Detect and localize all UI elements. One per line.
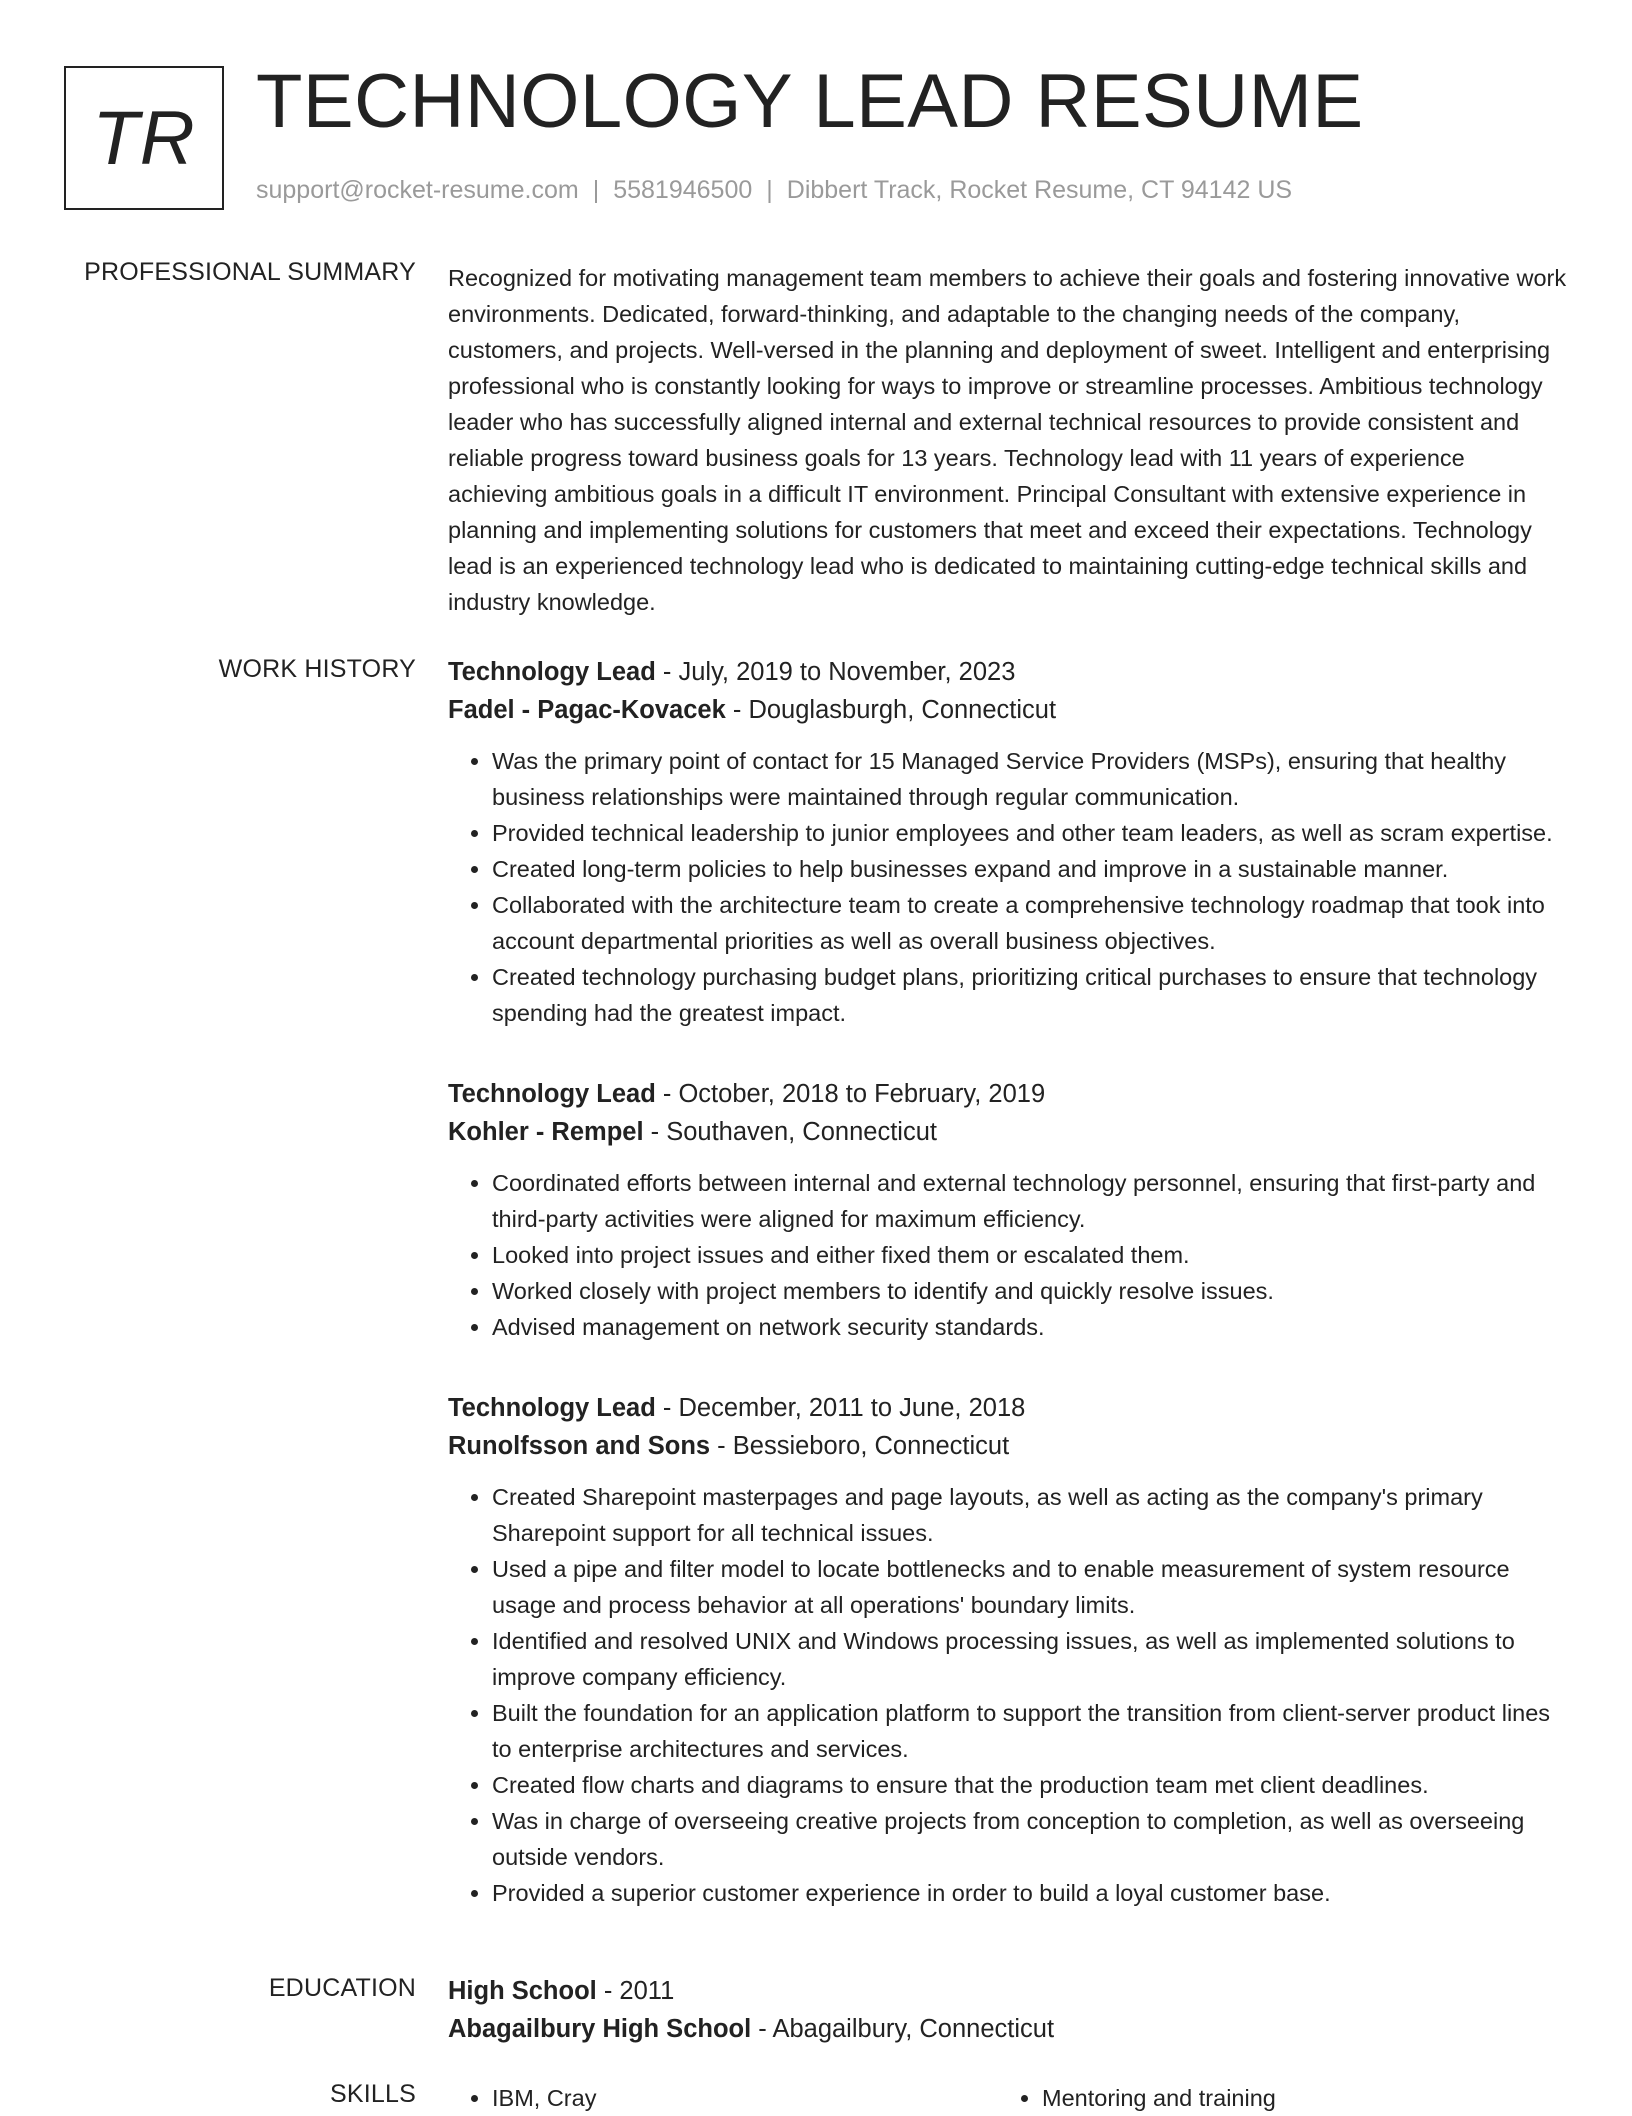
list-item: • Worked closely with project members to identify and quickly resolve issues. xyxy=(492,1273,1568,1309)
job-title: Technology Lead xyxy=(448,1080,656,1108)
contact-phone[interactable]: 5581946500 xyxy=(613,176,753,204)
contact-email[interactable]: support@rocket-resume.com xyxy=(256,176,579,204)
job-entry xyxy=(448,1389,1568,1911)
list-item: • Looked into project issues and either fixed them or escalated them. xyxy=(492,1237,1568,1273)
monogram-badge: TR xyxy=(64,66,224,210)
education-degree: High School xyxy=(448,1977,597,2005)
education-degree-line xyxy=(448,1972,1568,2010)
job-company: Fadel - Pagac-Kovacek xyxy=(448,696,726,724)
list-item: • Created long-term policies to help businesses expand and improve in a sustainable manner. xyxy=(492,851,1568,887)
list-item: • Used a pipe and filter model to locate bottlenecks and to enable measurement of system resource usage and process behavior at all operations' boundary limits. xyxy=(492,1551,1568,1623)
list-item: • Advised management on network security standards. xyxy=(492,1309,1568,1345)
job-company-line xyxy=(448,1113,1568,1151)
section-label-skills: SKILLS xyxy=(330,2080,416,2108)
job-bullets xyxy=(448,1165,1568,1345)
list-item: • Created technology purchasing budget plans, prioritizing critical purchases to ensure that technology spending had the greatest impact. xyxy=(492,959,1568,1031)
job-company: Runolfsson and Sons xyxy=(448,1432,711,1460)
job-dates: - July, 2019 to November, 2023 xyxy=(655,658,1016,686)
education-school: Abagailbury High School xyxy=(448,2015,752,2043)
list-item: • Created Sharepoint masterpages and page layouts, as well as acting as the company's primary Sharepoint support for all technical issues. xyxy=(492,1479,1568,1551)
skills-list-right xyxy=(998,2080,1548,2116)
section-label-work-history: WORK HISTORY xyxy=(218,655,416,683)
list-item: • Collaborated with the architecture team to create a comprehensive technology roadmap that took into account departmental priorities as well as overall business objectives. xyxy=(492,887,1568,959)
contact-line xyxy=(256,176,1292,205)
job-company-line xyxy=(448,1427,1568,1465)
skill-item: • IBM, Cray xyxy=(492,2080,998,2116)
job-entry xyxy=(448,653,1568,1031)
job-location: - Bessieboro, Connecticut xyxy=(710,1432,1010,1460)
skills-list-left xyxy=(448,2080,998,2116)
list-item: • Was the primary point of contact for 15 Managed Service Providers (MSPs), ensuring that healthy business relationships were maintained through regular communication. xyxy=(492,743,1568,815)
page-title: TECHNOLOGY LEAD RESUME xyxy=(256,59,1364,144)
summary-text: Recognized for motivating management team members to achieve their goals and fostering innovative work environments. Dedicated, forward-thinking, and adaptable to the changing needs of the company, customers, and projects. Well-versed in the planning and deployment of sweet. Intelligent and enterprising professional who is constantly looking for ways to improve or streamline processes. Ambitious technology leader who has successfully aligned internal and external technical resources to provide consistent and reliable progress toward business goals for 13 years. Technology lead with 11 years of experience achieving ambitious goals in a difficult IT environment. Principal Consultant with extensive experience in planning and implementing solutions for customers that meet and exceed their expectations. Technology lead is an experienced technology lead who is dedicated to maintaining cutting-edge technical skills and industry knowledge. xyxy=(448,265,1567,615)
job-title: Technology Lead xyxy=(448,1394,656,1422)
resume-header xyxy=(64,59,1568,214)
list-item: • Provided technical leadership to junior employees and other team leaders, as well as scram expertise. xyxy=(492,815,1568,851)
job-title-line xyxy=(448,1389,1568,1427)
job-location: - Southaven, Connecticut xyxy=(643,1118,937,1146)
job-title: Technology Lead xyxy=(448,658,656,686)
section-label-summary: PROFESSIONAL SUMMARY xyxy=(84,258,416,286)
job-title-line xyxy=(448,653,1568,691)
contact-address: Dibbert Track, Rocket Resume, CT 94142 US xyxy=(786,176,1293,204)
education-location: - Abagailbury, Connecticut xyxy=(751,2015,1055,2043)
contact-separator: | xyxy=(766,176,773,204)
job-company-line xyxy=(448,691,1568,729)
job-company: Kohler - Rempel xyxy=(448,1118,644,1146)
skill-item: • Mentoring and training xyxy=(1042,2080,1548,2116)
contact-separator: | xyxy=(592,176,600,204)
job-title-line xyxy=(448,1075,1568,1113)
job-dates: - October, 2018 to February, 2019 xyxy=(655,1080,1046,1108)
list-item: • Was in charge of overseeing creative projects from conception to completion, as well as overseeing outside vendors. xyxy=(492,1803,1568,1875)
job-bullets xyxy=(448,1479,1568,1911)
list-item: • Provided a superior customer experience in order to build a loyal customer base. xyxy=(492,1875,1568,1911)
education-year: - 2011 xyxy=(596,1977,675,2005)
list-item: • Built the foundation for an application platform to support the transition from client-server product lines to enterprise architectures and services. xyxy=(492,1695,1568,1767)
list-item: • Coordinated efforts between internal and external technology personnel, ensuring that first-party and third-party activities were aligned for maximum efficiency. xyxy=(492,1165,1568,1237)
list-item: • Identified and resolved UNIX and Windows processing issues, as well as implemented solutions to improve company efficiency. xyxy=(492,1623,1568,1695)
education-school-line xyxy=(448,2010,1568,2048)
job-dates: - December, 2011 to June, 2018 xyxy=(655,1394,1026,1422)
job-location: - Douglasburgh, Connecticut xyxy=(725,696,1057,724)
job-bullets xyxy=(448,743,1568,1031)
job-entry xyxy=(448,1075,1568,1345)
list-item: • Created flow charts and diagrams to ensure that the production team met client deadlines. xyxy=(492,1767,1568,1803)
section-label-education: EDUCATION xyxy=(268,1974,416,2002)
skills-columns xyxy=(448,2080,1568,2116)
